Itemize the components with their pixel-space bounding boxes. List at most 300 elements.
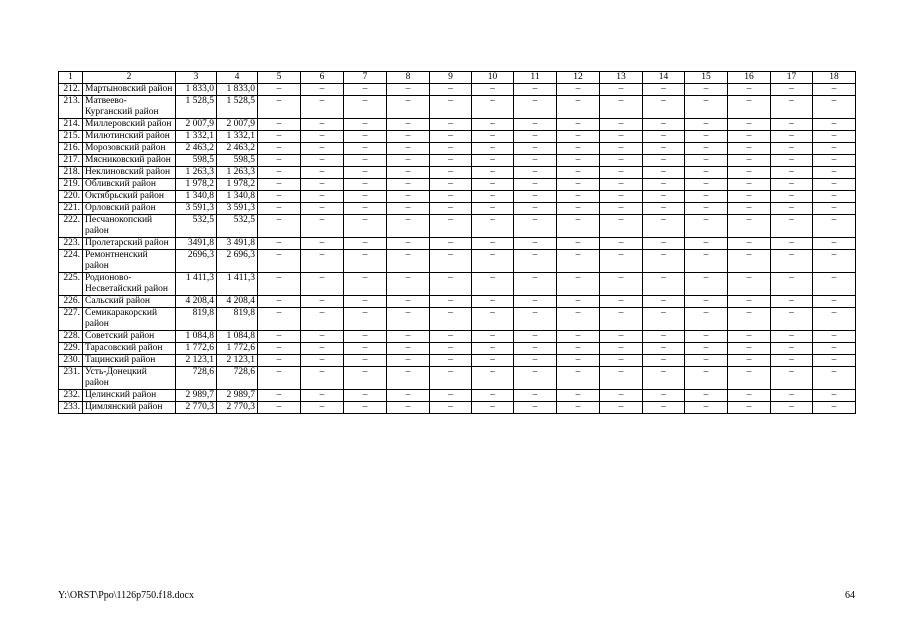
empty-value-dash: –	[430, 143, 472, 155]
empty-value-dash: –	[557, 367, 600, 390]
empty-value-dash: –	[557, 119, 600, 131]
empty-value-dash: –	[557, 402, 600, 414]
value-col-4: 4 208,4	[217, 296, 258, 308]
empty-value-dash: –	[557, 296, 600, 308]
empty-value-dash: –	[813, 131, 856, 143]
value-col-3: 2 770,3	[176, 402, 217, 414]
empty-value-dash: –	[258, 250, 301, 273]
empty-value-dash: –	[387, 308, 430, 331]
table-row	[59, 331, 856, 343]
empty-value-dash: –	[643, 191, 685, 203]
row-number: 220.	[59, 191, 83, 203]
empty-value-dash: –	[685, 167, 728, 179]
empty-value-dash: –	[557, 84, 600, 96]
empty-value-dash: –	[430, 215, 472, 238]
empty-value-dash: –	[344, 308, 387, 331]
empty-value-dash: –	[472, 331, 514, 343]
empty-value-dash: –	[514, 238, 557, 250]
empty-value-dash: –	[514, 273, 557, 296]
empty-value-dash: –	[514, 167, 557, 179]
table-row	[59, 238, 856, 250]
empty-value-dash: –	[387, 355, 430, 367]
empty-value-dash: –	[472, 84, 514, 96]
empty-value-dash: –	[600, 367, 643, 390]
empty-value-dash: –	[258, 96, 301, 119]
empty-value-dash: –	[685, 84, 728, 96]
empty-value-dash: –	[728, 308, 771, 331]
empty-value-dash: –	[557, 191, 600, 203]
value-col-3: 3 591,3	[176, 203, 217, 215]
empty-value-dash: –	[643, 390, 685, 402]
empty-value-dash: –	[771, 215, 813, 238]
empty-value-dash: –	[514, 84, 557, 96]
empty-value-dash: –	[813, 179, 856, 191]
empty-value-dash: –	[685, 119, 728, 131]
row-number: 215.	[59, 131, 83, 143]
district-name: Усть-Донецкий район	[83, 367, 176, 390]
row-number: 229.	[59, 343, 83, 355]
row-number: 225.	[59, 273, 83, 296]
table-row	[59, 179, 856, 191]
empty-value-dash: –	[643, 238, 685, 250]
empty-value-dash: –	[301, 402, 344, 414]
empty-value-dash: –	[301, 273, 344, 296]
empty-value-dash: –	[771, 402, 813, 414]
column-number: 8	[387, 72, 430, 84]
empty-value-dash: –	[685, 238, 728, 250]
value-col-4: 532,5	[217, 215, 258, 238]
table-row	[59, 191, 856, 203]
empty-value-dash: –	[344, 331, 387, 343]
empty-value-dash: –	[600, 179, 643, 191]
empty-value-dash: –	[685, 96, 728, 119]
column-number: 17	[771, 72, 813, 84]
value-col-3: 2 123,1	[176, 355, 217, 367]
empty-value-dash: –	[344, 167, 387, 179]
table-row	[59, 250, 856, 273]
empty-value-dash: –	[685, 131, 728, 143]
empty-value-dash: –	[258, 296, 301, 308]
value-col-3: 1 263,3	[176, 167, 217, 179]
table-row	[59, 402, 856, 414]
empty-value-dash: –	[344, 179, 387, 191]
value-col-3: 1 084,8	[176, 331, 217, 343]
value-col-4: 3 491,8	[217, 238, 258, 250]
empty-value-dash: –	[514, 131, 557, 143]
empty-value-dash: –	[557, 167, 600, 179]
empty-value-dash: –	[600, 119, 643, 131]
empty-value-dash: –	[728, 238, 771, 250]
table-row	[59, 308, 856, 331]
empty-value-dash: –	[430, 250, 472, 273]
empty-value-dash: –	[472, 308, 514, 331]
empty-value-dash: –	[387, 331, 430, 343]
empty-value-dash: –	[430, 273, 472, 296]
district-name: Целинский район	[83, 390, 176, 402]
column-number: 11	[514, 72, 557, 84]
row-number: 214.	[59, 119, 83, 131]
empty-value-dash: –	[472, 238, 514, 250]
value-col-3: 1 978,2	[176, 179, 217, 191]
empty-value-dash: –	[344, 143, 387, 155]
empty-value-dash: –	[557, 143, 600, 155]
empty-value-dash: –	[771, 131, 813, 143]
empty-value-dash: –	[387, 367, 430, 390]
empty-value-dash: –	[514, 191, 557, 203]
empty-value-dash: –	[387, 191, 430, 203]
value-col-4: 2 463,2	[217, 143, 258, 155]
empty-value-dash: –	[728, 96, 771, 119]
value-col-4: 1 084,8	[217, 331, 258, 343]
empty-value-dash: –	[344, 367, 387, 390]
value-col-3: 2696,3	[176, 250, 217, 273]
empty-value-dash: –	[685, 355, 728, 367]
table-row	[59, 143, 856, 155]
district-name: Семикаракорский район	[83, 308, 176, 331]
empty-value-dash: –	[685, 308, 728, 331]
empty-value-dash: –	[472, 355, 514, 367]
empty-value-dash: –	[600, 215, 643, 238]
district-name: Сальский район	[83, 296, 176, 308]
table-row	[59, 131, 856, 143]
district-name: Песчанокопский район	[83, 215, 176, 238]
row-number: 226.	[59, 296, 83, 308]
value-col-3: 2 463,2	[176, 143, 217, 155]
empty-value-dash: –	[514, 250, 557, 273]
empty-value-dash: –	[643, 296, 685, 308]
empty-value-dash: –	[643, 179, 685, 191]
empty-value-dash: –	[258, 215, 301, 238]
empty-value-dash: –	[344, 343, 387, 355]
empty-value-dash: –	[813, 119, 856, 131]
empty-value-dash: –	[813, 238, 856, 250]
empty-value-dash: –	[771, 308, 813, 331]
column-number: 12	[557, 72, 600, 84]
row-number: 217.	[59, 155, 83, 167]
empty-value-dash: –	[643, 203, 685, 215]
table-row	[59, 84, 856, 96]
column-number: 5	[258, 72, 301, 84]
empty-value-dash: –	[685, 296, 728, 308]
empty-value-dash: –	[430, 390, 472, 402]
empty-value-dash: –	[387, 215, 430, 238]
empty-value-dash: –	[600, 191, 643, 203]
empty-value-dash: –	[514, 119, 557, 131]
empty-value-dash: –	[728, 273, 771, 296]
empty-value-dash: –	[728, 296, 771, 308]
table-row	[59, 119, 856, 131]
empty-value-dash: –	[600, 331, 643, 343]
table-row	[59, 296, 856, 308]
empty-value-dash: –	[685, 250, 728, 273]
empty-value-dash: –	[472, 179, 514, 191]
district-name: Морозовский район	[83, 143, 176, 155]
row-number: 213.	[59, 96, 83, 119]
empty-value-dash: –	[600, 343, 643, 355]
empty-value-dash: –	[685, 191, 728, 203]
empty-value-dash: –	[643, 167, 685, 179]
empty-value-dash: –	[771, 191, 813, 203]
empty-value-dash: –	[344, 355, 387, 367]
row-number: 231.	[59, 367, 83, 390]
value-col-4: 2 123,1	[217, 355, 258, 367]
value-col-3: 3491,8	[176, 238, 217, 250]
value-col-4: 819,8	[217, 308, 258, 331]
empty-value-dash: –	[472, 343, 514, 355]
empty-value-dash: –	[643, 331, 685, 343]
empty-value-dash: –	[813, 308, 856, 331]
table-row	[59, 343, 856, 355]
district-name: Матвеево-Курганский район	[83, 96, 176, 119]
empty-value-dash: –	[387, 343, 430, 355]
empty-value-dash: –	[344, 84, 387, 96]
empty-value-dash: –	[514, 215, 557, 238]
value-col-4: 2 696,3	[217, 250, 258, 273]
empty-value-dash: –	[557, 131, 600, 143]
empty-value-dash: –	[514, 402, 557, 414]
row-number: 224.	[59, 250, 83, 273]
value-col-4: 1 340,8	[217, 191, 258, 203]
empty-value-dash: –	[771, 179, 813, 191]
empty-value-dash: –	[728, 390, 771, 402]
empty-value-dash: –	[344, 238, 387, 250]
empty-value-dash: –	[514, 343, 557, 355]
empty-value-dash: –	[813, 191, 856, 203]
empty-value-dash: –	[728, 203, 771, 215]
empty-value-dash: –	[472, 119, 514, 131]
value-col-3: 728,6	[176, 367, 217, 390]
empty-value-dash: –	[301, 119, 344, 131]
empty-value-dash: –	[258, 84, 301, 96]
column-number: 3	[176, 72, 217, 84]
empty-value-dash: –	[301, 308, 344, 331]
empty-value-dash: –	[387, 390, 430, 402]
empty-value-dash: –	[514, 203, 557, 215]
empty-value-dash: –	[258, 308, 301, 331]
table-row	[59, 167, 856, 179]
column-number: 14	[643, 72, 685, 84]
district-name: Ремонтненский район	[83, 250, 176, 273]
empty-value-dash: –	[685, 179, 728, 191]
empty-value-dash: –	[258, 238, 301, 250]
row-number: 223.	[59, 238, 83, 250]
empty-value-dash: –	[600, 131, 643, 143]
empty-value-dash: –	[301, 390, 344, 402]
value-col-3: 1 340,8	[176, 191, 217, 203]
empty-value-dash: –	[557, 355, 600, 367]
district-name: Тарасовский район	[83, 343, 176, 355]
empty-value-dash: –	[301, 238, 344, 250]
value-col-4: 1 528,5	[217, 96, 258, 119]
value-col-3: 2 989,7	[176, 390, 217, 402]
district-name: Октябрьский район	[83, 191, 176, 203]
empty-value-dash: –	[813, 96, 856, 119]
empty-value-dash: –	[301, 96, 344, 119]
empty-value-dash: –	[557, 331, 600, 343]
empty-value-dash: –	[813, 143, 856, 155]
column-number: 13	[600, 72, 643, 84]
value-col-4: 1 772,6	[217, 343, 258, 355]
empty-value-dash: –	[643, 250, 685, 273]
district-name: Неклиновский район	[83, 167, 176, 179]
empty-value-dash: –	[643, 131, 685, 143]
row-number: 216.	[59, 143, 83, 155]
column-number: 6	[301, 72, 344, 84]
empty-value-dash: –	[430, 203, 472, 215]
empty-value-dash: –	[430, 179, 472, 191]
empty-value-dash: –	[600, 390, 643, 402]
empty-value-dash: –	[344, 250, 387, 273]
empty-value-dash: –	[472, 296, 514, 308]
district-name: Родионово-Несветайский район	[83, 273, 176, 296]
empty-value-dash: –	[344, 191, 387, 203]
empty-value-dash: –	[514, 367, 557, 390]
table-row	[59, 203, 856, 215]
empty-value-dash: –	[813, 273, 856, 296]
empty-value-dash: –	[387, 273, 430, 296]
district-name: Мясниковский район	[83, 155, 176, 167]
row-number: 230.	[59, 355, 83, 367]
empty-value-dash: –	[771, 238, 813, 250]
district-name: Мартыновский район	[83, 84, 176, 96]
empty-value-dash: –	[813, 167, 856, 179]
empty-value-dash: –	[685, 390, 728, 402]
row-number: 218.	[59, 167, 83, 179]
district-name: Миллеровский район	[83, 119, 176, 131]
empty-value-dash: –	[600, 167, 643, 179]
value-col-4: 1 833,0	[217, 84, 258, 96]
empty-value-dash: –	[258, 191, 301, 203]
empty-value-dash: –	[344, 155, 387, 167]
empty-value-dash: –	[301, 331, 344, 343]
row-number: 227.	[59, 308, 83, 331]
empty-value-dash: –	[557, 203, 600, 215]
empty-value-dash: –	[258, 367, 301, 390]
empty-value-dash: –	[771, 96, 813, 119]
row-number: 222.	[59, 215, 83, 238]
empty-value-dash: –	[258, 131, 301, 143]
empty-value-dash: –	[771, 367, 813, 390]
empty-value-dash: –	[258, 355, 301, 367]
empty-value-dash: –	[728, 250, 771, 273]
empty-value-dash: –	[600, 143, 643, 155]
empty-value-dash: –	[771, 143, 813, 155]
row-number: 212.	[59, 84, 83, 96]
empty-value-dash: –	[643, 143, 685, 155]
empty-value-dash: –	[813, 84, 856, 96]
empty-value-dash: –	[557, 250, 600, 273]
table-row	[59, 215, 856, 238]
empty-value-dash: –	[430, 191, 472, 203]
empty-value-dash: –	[387, 203, 430, 215]
empty-value-dash: –	[344, 131, 387, 143]
empty-value-dash: –	[728, 331, 771, 343]
empty-value-dash: –	[600, 203, 643, 215]
column-number: 16	[728, 72, 771, 84]
empty-value-dash: –	[557, 96, 600, 119]
empty-value-dash: –	[344, 296, 387, 308]
empty-value-dash: –	[344, 203, 387, 215]
empty-value-dash: –	[728, 179, 771, 191]
empty-value-dash: –	[430, 167, 472, 179]
column-number: 1	[59, 72, 83, 84]
empty-value-dash: –	[430, 355, 472, 367]
empty-value-dash: –	[813, 331, 856, 343]
empty-value-dash: –	[728, 119, 771, 131]
empty-value-dash: –	[514, 331, 557, 343]
empty-value-dash: –	[728, 155, 771, 167]
district-name: Милютинский район	[83, 131, 176, 143]
empty-value-dash: –	[813, 250, 856, 273]
empty-value-dash: –	[514, 390, 557, 402]
empty-value-dash: –	[771, 84, 813, 96]
empty-value-dash: –	[258, 155, 301, 167]
column-number: 7	[344, 72, 387, 84]
empty-value-dash: –	[813, 215, 856, 238]
empty-value-dash: –	[600, 308, 643, 331]
value-col-4: 1 332,1	[217, 131, 258, 143]
value-col-4: 3 591,3	[217, 203, 258, 215]
file-path: Y:\ORST\Ppo\1126p750.f18.docx	[58, 590, 194, 601]
empty-value-dash: –	[344, 390, 387, 402]
empty-value-dash: –	[728, 131, 771, 143]
empty-value-dash: –	[685, 143, 728, 155]
empty-value-dash: –	[728, 167, 771, 179]
row-number: 219.	[59, 179, 83, 191]
empty-value-dash: –	[813, 296, 856, 308]
empty-value-dash: –	[728, 402, 771, 414]
empty-value-dash: –	[301, 179, 344, 191]
column-number: 18	[813, 72, 856, 84]
empty-value-dash: –	[258, 203, 301, 215]
empty-value-dash: –	[771, 355, 813, 367]
district-name: Тацинский район	[83, 355, 176, 367]
empty-value-dash: –	[771, 343, 813, 355]
table-row	[59, 355, 856, 367]
empty-value-dash: –	[472, 250, 514, 273]
empty-value-dash: –	[301, 215, 344, 238]
empty-value-dash: –	[771, 203, 813, 215]
empty-value-dash: –	[643, 155, 685, 167]
empty-value-dash: –	[685, 273, 728, 296]
empty-value-dash: –	[472, 143, 514, 155]
empty-value-dash: –	[344, 273, 387, 296]
empty-value-dash: –	[472, 273, 514, 296]
empty-value-dash: –	[813, 367, 856, 390]
empty-value-dash: –	[514, 179, 557, 191]
empty-value-dash: –	[685, 402, 728, 414]
empty-value-dash: –	[301, 203, 344, 215]
empty-value-dash: –	[430, 84, 472, 96]
value-col-4: 1 263,3	[217, 167, 258, 179]
value-col-3: 1 528,5	[176, 96, 217, 119]
empty-value-dash: –	[557, 179, 600, 191]
empty-value-dash: –	[258, 402, 301, 414]
empty-value-dash: –	[600, 155, 643, 167]
empty-value-dash: –	[600, 238, 643, 250]
empty-value-dash: –	[258, 119, 301, 131]
district-name: Советский район	[83, 331, 176, 343]
value-col-3: 4 208,4	[176, 296, 217, 308]
empty-value-dash: –	[344, 402, 387, 414]
row-number: 232.	[59, 390, 83, 402]
empty-value-dash: –	[472, 191, 514, 203]
empty-value-dash: –	[472, 203, 514, 215]
empty-value-dash: –	[301, 155, 344, 167]
empty-value-dash: –	[643, 402, 685, 414]
empty-value-dash: –	[301, 84, 344, 96]
empty-value-dash: –	[258, 143, 301, 155]
